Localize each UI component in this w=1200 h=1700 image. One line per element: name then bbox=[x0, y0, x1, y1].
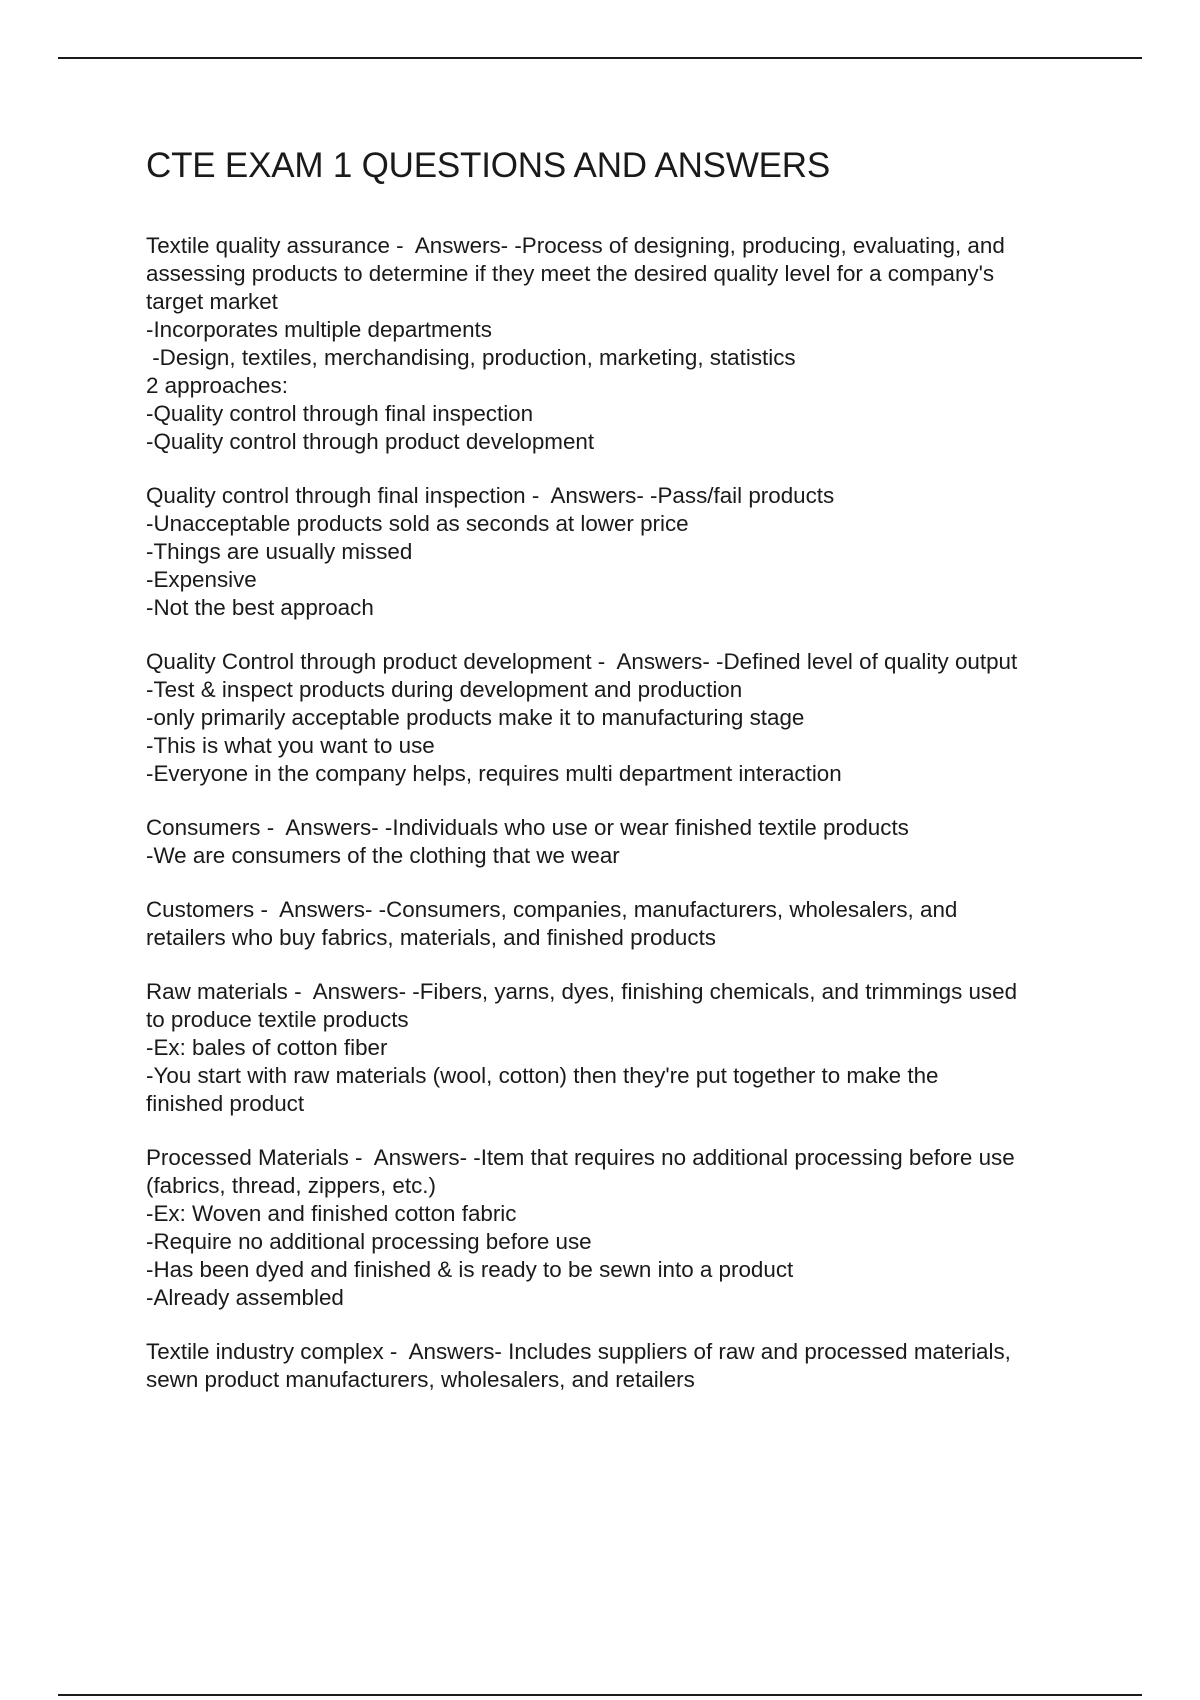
entry-line: retailers who buy fabrics, materials, and finished products bbox=[146, 925, 716, 950]
entry-line: -Require no additional processing before use bbox=[146, 1229, 592, 1254]
qa-entry bbox=[146, 1144, 1106, 1312]
entry-line: -Already assembled bbox=[146, 1285, 344, 1310]
entry-line: -Expensive bbox=[146, 567, 257, 592]
entry-line: Processed Materials - Answers- -Item that requires no additional processing before use bbox=[146, 1145, 1015, 1170]
footer-rule bbox=[58, 1694, 1142, 1696]
entry-line: -Things are usually missed bbox=[146, 539, 413, 564]
entry-line: -Design, textiles, merchandising, production, marketing, statistics bbox=[146, 345, 796, 370]
entry-line: -only primarily acceptable products make it to manufacturing stage bbox=[146, 705, 805, 730]
entry-line: -Quality control through product development bbox=[146, 429, 595, 454]
header-rule bbox=[58, 57, 1142, 59]
entry-line: -You start with raw materials (wool, cotton) then they're put together to make the bbox=[146, 1063, 939, 1088]
qa-entry bbox=[146, 814, 1106, 870]
document-title: CTE EXAM 1 QUESTIONS AND ANSWERS bbox=[146, 146, 831, 185]
entry-line: Quality control through final inspection - Answers- -Pass/fail products bbox=[146, 483, 835, 508]
entry-line: -Ex: Woven and finished cotton fabric bbox=[146, 1201, 517, 1226]
entry-line: -Unacceptable products sold as seconds at lower price bbox=[146, 511, 689, 536]
entry-line: Customers - Answers- -Consumers, companies, manufacturers, wholesalers, and bbox=[146, 897, 958, 922]
entry-line: Quality Control through product development - Answers- -Defined level of quality output bbox=[146, 649, 1018, 674]
entry-line: 2 approaches: bbox=[146, 373, 288, 398]
entry-line: -Incorporates multiple departments bbox=[146, 317, 492, 342]
entry-line: Consumers - Answers- -Individuals who use or wear finished textile products bbox=[146, 815, 909, 840]
qa-entry bbox=[146, 232, 1106, 456]
entry-line: -Everyone in the company helps, requires multi department interaction bbox=[146, 761, 842, 786]
entry-line: to produce textile products bbox=[146, 1007, 409, 1032]
qa-entry bbox=[146, 482, 1106, 622]
entry-line: Raw materials - Answers- -Fibers, yarns, dyes, finishing chemicals, and trimmings used bbox=[146, 979, 1018, 1004]
entry-line: target market bbox=[146, 289, 278, 314]
entry-line: -This is what you want to use bbox=[146, 733, 435, 758]
qa-entry bbox=[146, 648, 1106, 788]
qa-entry bbox=[146, 896, 1106, 952]
entry-line: sewn product manufacturers, wholesalers, and retailers bbox=[146, 1367, 695, 1392]
entry-line: -We are consumers of the clothing that we wear bbox=[146, 843, 620, 868]
entry-line: finished product bbox=[146, 1091, 305, 1116]
entry-line: -Ex: bales of cotton fiber bbox=[146, 1035, 388, 1060]
entry-line: -Not the best approach bbox=[146, 595, 374, 620]
entry-line: -Has been dyed and finished & is ready to be sewn into a product bbox=[146, 1257, 794, 1282]
entry-line: Textile quality assurance - Answers- -Process of designing, producing, evaluating, and bbox=[146, 233, 1005, 258]
entry-line: Textile industry complex - Answers- Includes suppliers of raw and processed materials, bbox=[146, 1339, 1011, 1364]
qa-entry bbox=[146, 1338, 1106, 1394]
qa-entry bbox=[146, 978, 1106, 1118]
entry-line: -Quality control through final inspection bbox=[146, 401, 534, 426]
entry-line: assessing products to determine if they meet the desired quality level for a company's bbox=[146, 261, 995, 286]
entry-line: -Test & inspect products during development and production bbox=[146, 677, 743, 702]
entry-line: (fabrics, thread, zippers, etc.) bbox=[146, 1173, 436, 1198]
document-body bbox=[146, 144, 1106, 1420]
